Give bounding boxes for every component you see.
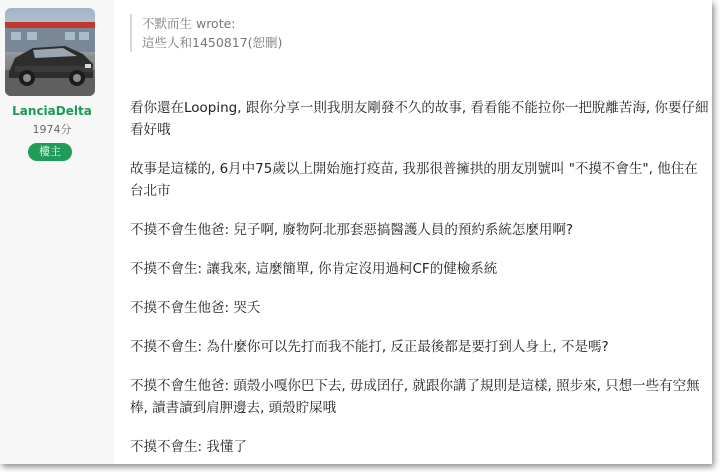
- post-body: [130, 97, 710, 464]
- post-paragraph: 看你還在Looping, 跟你分享一則我朋友剛發不久的故事, 看看能不能拉你一把脫離苦海, 你要仔細看好哦: [130, 100, 709, 138]
- post-paragraph: 不摸不會生: 讓我來, 這麼簡單, 你肯定沒用過柯CF的健檢系統: [130, 261, 498, 277]
- car-photo-icon: [5, 8, 95, 96]
- author-points: 1974分: [32, 123, 72, 136]
- post-paragraph: 不摸不會生他爸: 頭殼小嘎你巴下去, 毋成囝仔, 就跟你講了規則是這樣, 照步來, 只想一些有空無棒, 讀書讀到肩胛邊去, 頭殼貯屎哦: [130, 378, 700, 416]
- post-paragraph: 不摸不會生: 為什麼你可以先打而我不能打, 反正最後都是要打到人身上, 不是嗎?: [130, 339, 609, 355]
- quote-block: [130, 14, 282, 52]
- post-paragraph: 不摸不會生他爸: 兒子啊, 廢物阿北那套惡搞醫護人員的預約系統怎麼用啊?: [130, 222, 574, 238]
- author-sidebar: [0, 0, 114, 464]
- op-badge: 樓主: [28, 143, 72, 161]
- post-paragraph: 不摸不會生他爸: 哭夭: [130, 300, 261, 316]
- avatar[interactable]: [5, 8, 95, 96]
- quote-header: 不默而生 wrote:: [142, 16, 236, 31]
- quote-text: 這些人和1450817(恕刪): [142, 35, 283, 50]
- post-paragraph: 不摸不會生: 我懂了: [130, 439, 247, 455]
- post-paragraph: 故事是這樣的, 6月中75歲以上開始施打疫苗, 我那很普擁拱的朋友別號叫 "不摸不會生", 他住在台北市: [130, 161, 698, 199]
- author-username[interactable]: LanciaDelta: [12, 104, 92, 118]
